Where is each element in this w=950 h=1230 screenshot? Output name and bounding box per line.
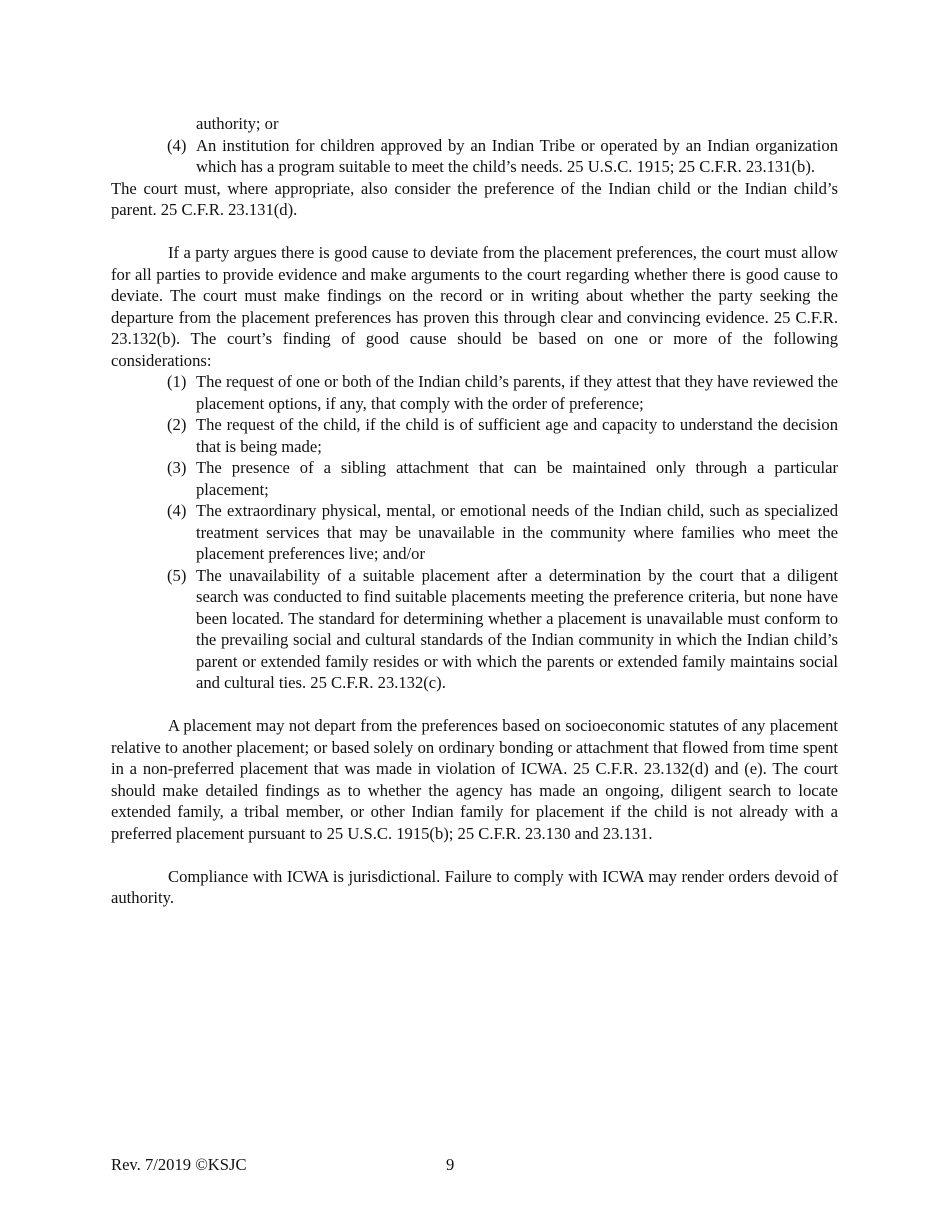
paragraph-preference: The court must, where appropriate, also consider the preference of the Indian child or the Indian child’s parent. 25 C.F.R. 23.131(d).	[111, 178, 838, 219]
list-item-number: (1)	[167, 372, 187, 391]
list-item	[111, 371, 838, 414]
document-body	[111, 113, 838, 909]
list-item-number: (4)	[167, 501, 187, 520]
paragraph-departure: A placement may not depart from the preferences based on socioeconomic statutes of any placement relative to another placement; or based solely on ordinary bonding or attachment that flowed from time spent in a non-preferred placement that was made in violation of ICWA. 25 C.F.R. 23.132(d) and (e). The court should make detailed findings as to whether the agency has made an ongoing, diligent search to locate extended family, a tribal member, or other Indian family for placement if the child is not already with a preferred placement pursuant to 25 U.S.C. 1915(b); 25 C.F.R. 23.130 and 23.131.	[111, 716, 838, 843]
list-item	[111, 135, 838, 178]
list-item-number: (2)	[167, 415, 187, 434]
list-item-number: (4)	[167, 135, 187, 155]
list-item	[111, 457, 838, 500]
list-item-number: (3)	[167, 458, 187, 477]
list-item	[111, 565, 838, 694]
good-cause-considerations-list	[111, 371, 838, 694]
list-item	[111, 500, 838, 565]
placement-preference-list	[111, 113, 838, 178]
list-item-number: (5)	[167, 565, 187, 585]
paragraph-spacer	[111, 221, 838, 243]
list-item-text: The unavailability of a suitable placement after a determination by the court that a diligent search was conducted to find suitable placements meeting the preference criteria, but none have been located. The standard for determining whether a placement is unavailable must conform to the prevailing social and cultural standards of the Indian community in which the Indian child’s parent or extended family resides or with which the parents or extended family maintains social and cultural ties. 25 C.F.R. 23.132(c).	[196, 565, 838, 692]
list-item-text: An institution for children approved by an Indian Tribe or operated by an Indian organization which has a program suitable to meet the child’s needs. 25 U.S.C. 1915; 25 C.F.R. 23.131(b).	[196, 135, 838, 176]
paragraph-spacer	[111, 694, 838, 716]
list-item-continuation	[111, 113, 838, 135]
list-item-text: The request of one or both of the Indian child’s parents, if they attest that they have reviewed the placement options, if any, that comply with the order of preference;	[196, 372, 838, 413]
list-item-text: The request of the child, if the child is of sufficient age and capacity to understand the decision that is being made;	[196, 415, 838, 456]
list-item-text: The extraordinary physical, mental, or emotional needs of the Indian child, such as specialized treatment services that may be unavailable in the community where families who meet the placement preferences live; and/or	[196, 501, 838, 563]
list-item-text: The presence of a sibling attachment that can be maintained only through a particular placement;	[196, 458, 838, 499]
paragraph-good-cause: If a party argues there is good cause to deviate from the placement preferences, the court must allow for all parties to provide evidence and make arguments to the court regarding whether there is good cause to deviate. The court must make findings on the record or in writing about whether the party seeking the departure from the placement preferences has proven this through clear and convincing evidence. 25 C.F.R. 23.132(b). The court’s finding of good cause should be based on one or more of the following considerations:	[111, 243, 838, 370]
paragraph-spacer	[111, 844, 838, 866]
paragraph-compliance: Compliance with ICWA is jurisdictional. Failure to comply with ICWA may render orders devoid of authority.	[111, 866, 838, 907]
page-number: 9	[446, 1155, 455, 1174]
footer-revision: Rev. 7/2019 ©KSJC	[111, 1155, 247, 1174]
page-footer	[111, 1154, 838, 1176]
list-item	[111, 414, 838, 457]
list-item-text: authority; or	[196, 114, 279, 133]
